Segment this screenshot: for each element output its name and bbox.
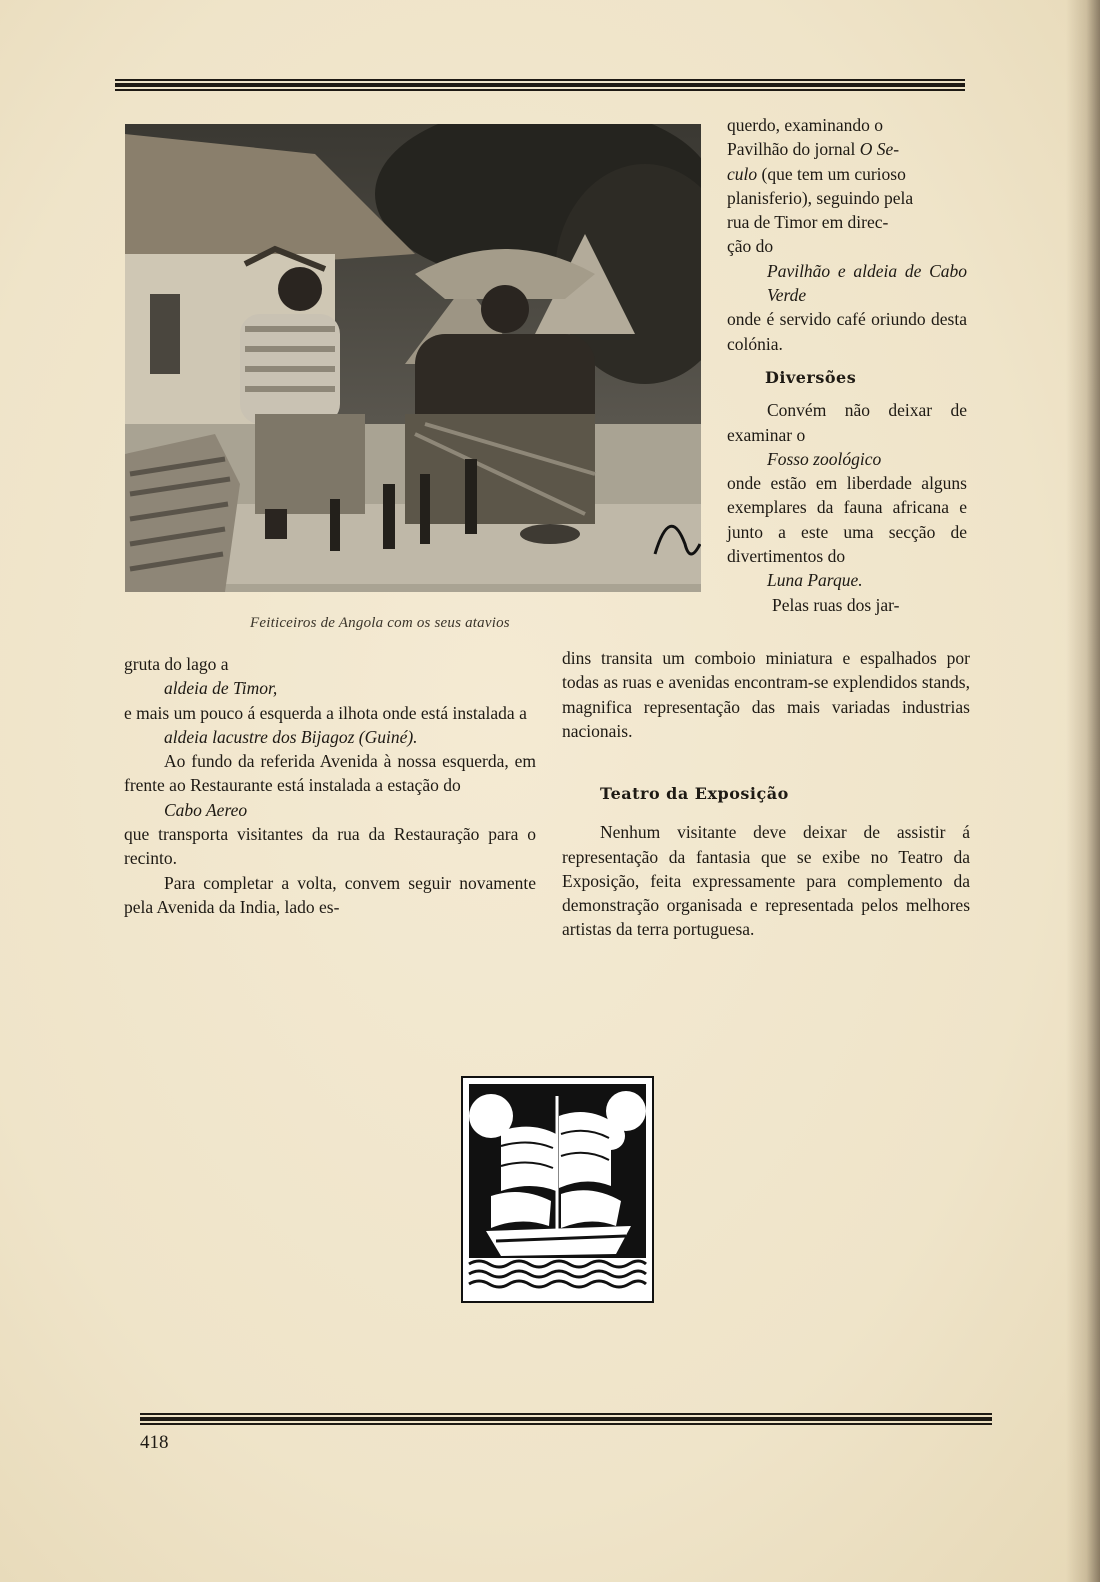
section-heading: Teatro da Exposição — [600, 784, 789, 803]
text-line: gruta do lago a — [124, 654, 229, 674]
page-number: 418 — [140, 1432, 169, 1453]
section-heading: Diversões — [765, 368, 857, 387]
text-line — [727, 162, 967, 186]
angola-photo — [125, 124, 701, 592]
paragraph: onde é servido café oriundo desta colónia. — [727, 309, 967, 354]
text-line: rua de Timor em direc- — [727, 212, 889, 233]
paragraph: e mais um pouco á esquerda a ilhota onde está instalada a — [124, 702, 527, 723]
place-name: Fosso zoológico — [767, 448, 882, 469]
photo-caption: Feiticeiros de Angola com os seus atavios — [250, 615, 510, 631]
text-line — [727, 137, 967, 161]
left-column — [124, 652, 536, 919]
paragraph: dins transita um comboio miniatura e espalhados por todas as ruas e avenidas encontram-se explendidos stands, magnifica representação das mais variadas industrias nacionais. — [562, 648, 970, 741]
top-rule — [115, 79, 965, 91]
paragraph: Convém não deixar de examinar o — [727, 400, 967, 445]
jornal-title: O Se- — [859, 139, 900, 160]
text-fragment: culo — [727, 163, 758, 184]
paragraph: Nenhum visitante deve deixar de assistir á representação da fantasia que se exibe no Teatro da Exposição, feita expressamente para complemento da demonstração organisada e representada pelos melhores artistas da terra portuguesa. — [562, 822, 970, 940]
page-edge-shadow — [1066, 0, 1100, 1582]
paragraph: Ao fundo da referida Avenida à nossa esquerda, em frente ao Restaurante está instalada a estação do — [124, 751, 536, 796]
paragraph-start: Pelas ruas dos jar- — [772, 594, 900, 615]
right-column-top — [727, 113, 967, 356]
paragraph: onde estão em liberdade alguns exemplares da fauna africana e junto a este uma secção de divertimentos do — [727, 473, 967, 567]
place-name: Cabo Aereo — [164, 799, 248, 820]
paragraph: Para completar a volta, convem seguir novamente pela Avenida da India, lado es- — [124, 872, 536, 917]
bottom-rule — [140, 1413, 992, 1425]
caravel-vignette-icon — [461, 1076, 654, 1303]
text-line: ção do — [727, 236, 774, 257]
diversoes-continuation — [562, 646, 970, 743]
place-name: Luna Parque. — [767, 570, 863, 591]
paragraph: que transporta visitantes da rua da Restauração para o recinto. — [124, 824, 536, 869]
place-name: aldeia de Timor, — [164, 678, 278, 699]
text-line: querdo, examinando o — [727, 115, 883, 135]
text-line: planisferio), seguindo pela — [727, 187, 914, 208]
destination-name: Pavilhão e aldeia de Cabo Verde — [767, 260, 967, 306]
diversoes-section — [727, 366, 967, 617]
teatro-section — [562, 782, 970, 942]
text-fragment: (que tem um curioso — [761, 163, 906, 184]
place-name: aldeia lacustre dos Bijagoz (Guiné). — [164, 726, 418, 747]
text-fragment: Pavilhão do jornal — [727, 139, 860, 160]
